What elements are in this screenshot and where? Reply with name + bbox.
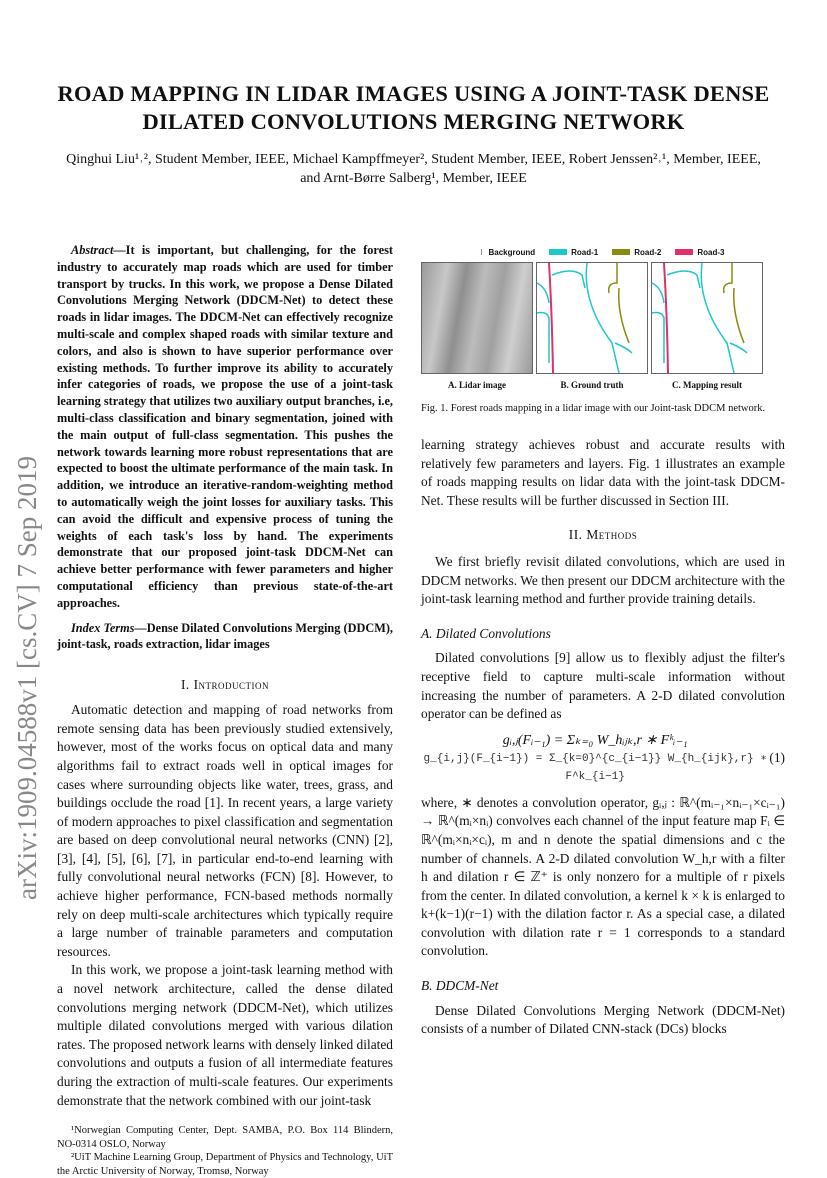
body-paragraph: Dense Dilated Convolutions Merging Network (DDCM-Net) consists of a number of Dilated CNN-stack (DCs) blocks: [421, 1002, 785, 1037]
section-heading-methods: II. Methods: [568, 527, 638, 543]
legend-item: Background: [481, 248, 535, 257]
abstract-text: It is important, but challenging, for the forest industry to accurately map roads which are used for timber transport by trucks. In this work, we propose a Dense Dilated Convolutions Merging Network (DDCM-Net) to detect these roads in lidar images. The DDCM-Net can effectively recognize multi-scale and complex shaped roads with similar texture and colors, and also is shown to have superior performance over existing methods. To further improve its ability to accurately infer categories of roads, we propose the use of a joint-task learning strategy that utilizes two auxiliary output branches, i.e, multi-class classification and binary segmentation, joined with the main output of full-class segmentation. This pushes the network towards learning more robust representations that are expected to boost the ultimate performance of the main task. In addition, we introduce an iterative-random-weighting method to automatically weigh the joint losses for auxiliary tasks. This can avoid the difficult and expensive process of tuning the weights of each task's loss by hand. The experiments demonstrate that our proposed joint-task DDCM-Net can achieve better performance with fewer parameters and higher computational efficiency than previous state-of-the-art approaches.: [57, 243, 393, 610]
panel-label: A. Lidar image: [447, 380, 507, 390]
footnote: ²UiT Machine Learning Group, Department of Physics and Technology, UiT the Arctic University of Norway, Tromsø, Norway: [57, 1152, 393, 1177]
legend-item: Road-1: [549, 248, 598, 257]
left-column: [57, 242, 393, 1178]
index-terms-label: Index Terms—: [71, 620, 147, 635]
subsection-heading: A. Dilated Convolutions: [421, 625, 551, 641]
subsection-heading: B. DDCM-Net: [421, 978, 499, 994]
equation-source: g_{i,j}(F_{i−1}) = Σ_{k=0}^{c_{i−1}} W_{h_{ijk},r} ∗ F^k_{i−1}: [423, 752, 767, 783]
author-list: Qinghui Liu¹˒², Student Member, IEEE, Michael Kampffmeyer², Student Member, IEEE, Robert Jenssen²˒¹, Member, IEEE, and Arnt-Børre Salberg¹, Member, IEEE: [66, 152, 761, 186]
equation-body: gᵢ,ⱼ(Fᵢ₋₁) = Σₖ₌₀ W_hᵢⱼₖ,r ∗ Fᵏᵢ₋₁: [502, 732, 688, 748]
arxiv-stamp: arXiv:1909.04588v1 [cs.CV] 7 Sep 2019: [12, 456, 42, 900]
abstract: [57, 242, 393, 612]
mapping-result-image: [651, 262, 763, 374]
panel-label: C. Mapping result: [671, 380, 743, 390]
figure-1: [421, 246, 785, 390]
legend-item: Road-3: [675, 248, 724, 257]
legend-item: Road-2: [612, 248, 661, 257]
equation-number: (1): [769, 750, 785, 766]
body-paragraph: learning strategy achieves robust and accurate results with relatively few parameters and layers. Fig. 1 illustrates an example of roads mapping results on lidar data with the joint-task DDCM-Net. These results will be further discussed in Section III.: [421, 437, 785, 508]
intro-paragraph: In this work, we propose a joint-task learning method with a novel network architecture, called the dense dilated convolutions merging network (DDCM-Net), which utilizes multiple dilated convolutions merged with various dilation rates. The proposed network learns with densely linked dilated convolutions and outputs a fusion of all intermediate features during the extraction of multi-scale features. Our experiments demonstrate that the network combined with our joint-task: [57, 962, 393, 1108]
footnote: ¹Norwegian Computing Center, Dept. SAMBA, P.O. Box 114 Blindern, NO-0314 OSLO, Norway: [57, 1125, 393, 1150]
right-column: [421, 436, 785, 1039]
ground-truth-image: [536, 262, 648, 374]
figure-caption: Fig. 1. Forest roads mapping in a lidar image with our Joint-task DDCM network.: [421, 403, 766, 414]
index-terms-text: Dense Dilated Convolutions Merging (DDCM), joint-task, roads extraction, lidar images: [57, 620, 393, 652]
body-paragraph: where, ∗ denotes a convolution operator, gᵢ,ⱼ : ℝ^(mᵢ₋₁×nᵢ₋₁×cᵢ₋₁) → ℝ^(mᵢ×nᵢ) convolves each channel of the input feature map Fᵢ ∈ ℝ^(mᵢ×nᵢ×cᵢ), m and n denote the spatial dimensions and c the number of channels. A 2-D dilated convolution W_h,r with a filter h and dilation r ∈ ℤ⁺ is only nonzero for a multiple of r pixels from the center. In dilated convolution, a kernel k × k is enlarged to k+(k−1)(r−1) with the dilation factor r. As a special case, a dilated convolution with dilation rate r = 1 corresponds to a standard convolution.: [421, 794, 785, 959]
lidar-image: [421, 262, 533, 374]
footnotes: [57, 1124, 393, 1178]
section-heading-introduction: I. Introduction: [180, 677, 270, 693]
figure-legend: [421, 246, 785, 258]
paper-title: ROAD MAPPING IN LIDAR IMAGES USING A JOINT-TASK DENSE DILATED CONVOLUTIONS MERGING NETWORK: [57, 81, 770, 134]
index-terms: [57, 620, 393, 654]
equation-1: [421, 724, 785, 794]
abstract-label: Abstract—: [71, 243, 126, 257]
body-paragraph: We first briefly revisit dilated convolutions, which are used in DDCM networks. We then present our DDCM architecture with the joint-task learning method and further provide training details.: [421, 553, 785, 607]
body-paragraph: Dilated convolutions [9] allow us to flexibly adjust the filter's receptive field to capture multi-scale information without increasing the number of parameters. A 2-D dilated convolution operator can be defined as: [421, 650, 785, 722]
intro-paragraph: Automatic detection and mapping of road networks from remote sensing data has been previously studied extensively, however, most of the works focus on optical data and many algorithms fail to extract roads well in optical images for cases where surrounding objects like water, trees, grass, and buildings occlude the road [1]. In recent years, a large variety of modern approaches to pixel classification and segmentation are based on deep convolutional neural networks (CNN) [2], [3], [4], [5], [6], [7], in particular end-to-end learning with fully convolutional neural networks (FCN) [8]. However, to achieve higher performance, FCN-based methods normally rely on deep multi-scale architectures which typically require a large number of trainable parameters and computation resources.: [57, 702, 393, 959]
panel-label: B. Ground truth: [560, 380, 624, 390]
